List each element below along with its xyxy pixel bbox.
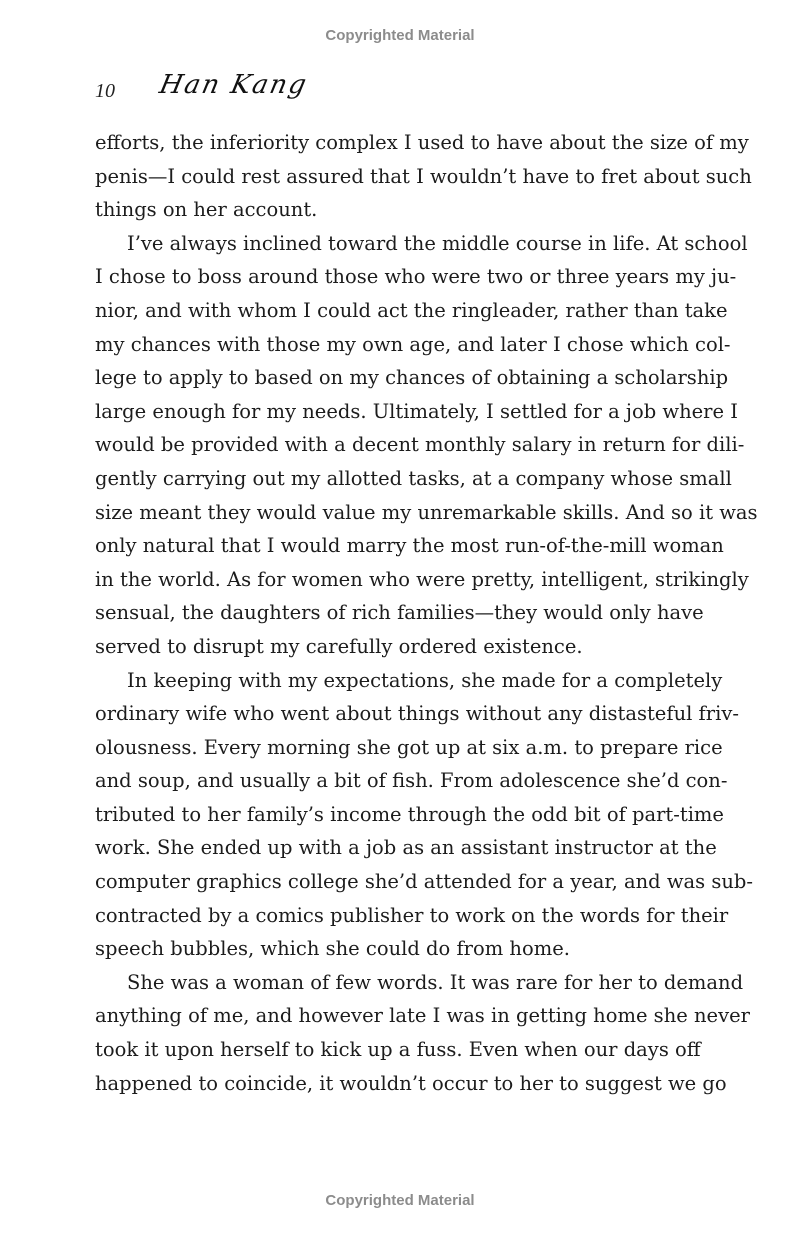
text-line: large enough for my needs. Ultimately, I settled for a job where I (95, 399, 738, 423)
text-line: work. She ended up with a job as an assistant instructor at the (95, 836, 717, 860)
text-line: anything of me, and however late I was in getting home she never (95, 1004, 750, 1028)
text-line: I chose to boss around those who were two or three years my ju- (95, 265, 737, 289)
text-line: happened to coincide, it wouldn’t occur to her to suggest we go (95, 1071, 727, 1095)
text-line: She was a woman of few words. It was rare for her to demand (127, 970, 744, 994)
text-line: would be provided with a decent monthly salary in return for dili- (95, 433, 745, 457)
body-text (95, 126, 758, 1100)
text-line: I’ve always inclined toward the middle course in life. At school (127, 231, 748, 255)
text-line: size meant they would value my unremarkable skills. And so it was (95, 500, 758, 524)
page-number: 10 (95, 80, 115, 102)
text-line: speech bubbles, which she could do from home. (95, 937, 570, 961)
text-line: sensual, the daughters of rich families—they would only have (95, 601, 704, 625)
text-line: took it upon herself to kick up a fuss. Even when our days off (95, 1038, 701, 1062)
text-line: and soup, and usually a bit of fish. From adolescence she’d con- (95, 769, 728, 793)
copyright-watermark-bottom: Copyrighted Material (325, 1192, 475, 1209)
running-header-author: Han Kang (156, 70, 311, 100)
text-line: computer graphics college she’d attended for a year, and was sub- (95, 870, 753, 894)
text-line: in the world. As for women who were pretty, intelligent, strikingly (95, 567, 749, 591)
text-line: nior, and with whom I could act the ringleader, rather than take (95, 298, 728, 322)
text-line: contracted by a comics publisher to work on the words for their (95, 903, 729, 927)
text-line: penis—I could rest assured that I wouldn’t have to fret about such (95, 164, 752, 188)
text-line: efforts, the inferiority complex I used to have about the size of my (95, 131, 749, 154)
text-line: In keeping with my expectations, she made for a completely (127, 668, 723, 692)
text-line: lege to apply to based on my chances of obtaining a scholarship (95, 366, 729, 390)
text-line: only natural that I would marry the most run-of-the-mill woman (95, 534, 724, 558)
text-line: ordinary wife who went about things without any distasteful friv- (95, 702, 739, 726)
copyright-watermark-top: Copyrighted Material (325, 27, 475, 44)
text-line: my chances with those my own age, and later I chose which col- (95, 332, 731, 356)
text-line: tributed to her family’s income through the odd bit of part-time (95, 802, 724, 826)
text-line: gently carrying out my allotted tasks, at a company whose small (95, 466, 732, 490)
text-line: served to disrupt my carefully ordered existence. (95, 634, 583, 658)
text-line: olousness. Every morning she got up at six a.m. to prepare rice (95, 735, 723, 759)
text-line: things on her account. (95, 198, 318, 222)
